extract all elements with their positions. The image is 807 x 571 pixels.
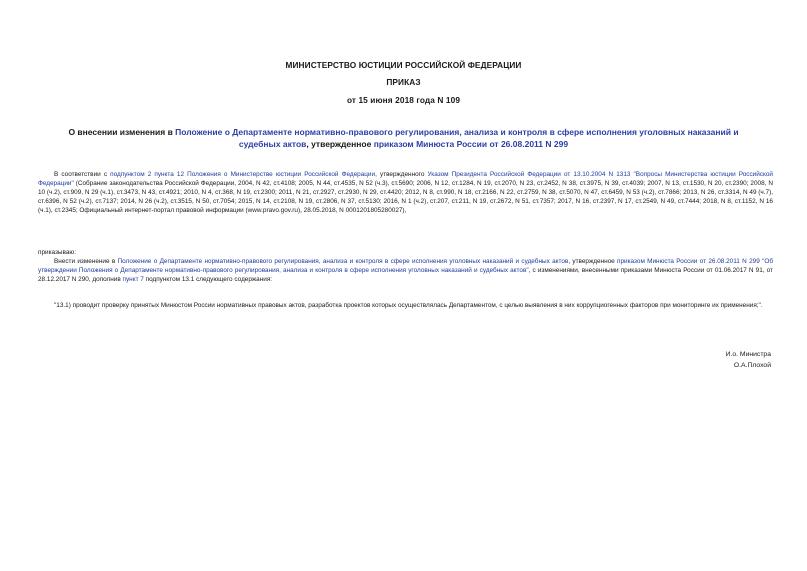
- order-heading: ПРИКАЗ: [386, 77, 421, 87]
- p1-link-presidential-decree[interactable]: Указом Президента Российской Федерации от 13.10.2004 N 1313 "Вопросы Министерства юстиции Российской Федерации": [38, 171, 773, 188]
- p1-text-3: (Собрание законодательства Российской Федерации, 2004, N 42, ст.4108; 2005, N 44, ст.4535, N 52 (ч.3), ст.5690; 2006, N 12, ст.1284, N 19, ст.2070, N 23, ст.2452, N 38, ст.3975, N 39, ст.4039; 2007, N 13, ст.1530, N 20, ст.2390; 2008, N 10 (ч.2), ст.909, N 29 (ч.1), ст.3473, N 43, ст.4921; 2010, N 4, ст.368, N 19, ст.2300; 2011, N 21, ст.2927, ст.2930, N 29, ст.4420; 2012, N 8, ст.990, N 18, ст.2166, N 22, ст.2759, N 38, ст.5070, N 47, ст.6459, N 53 (ч.2), ст.7866; 2013, N 26, ст.3314, N 49 (ч.7), ст.6396, N 52 (ч.2), ст.7137; 2014, N 26 (ч.2), ст.3515, N 50, ст.7054; 2015, N 14, ст.2108, N 19, ст.2806, N 37, ст.5130; 2016, N 1 (ч.2), ст.207, ст.211, N 19, ст.2672, N 51, ст.7357; 2017, N 16, ст.2397, N 17, ст.2549, N 49, ст.7444; 2018, N 8, ст.1152, N 16 (ч.1), ст.2345; Официальный интернет-портал правовой информации (www.pravo.gov.ru), 28.05.2018, N 0001201805280027),: [38, 180, 773, 215]
- signature-block: [726, 350, 771, 371]
- title-link-regulation[interactable]: Положение о Департаменте нормативно-правового регулирования, анализа и контроля в сфере исполнения уголовных наказаний и судебных актов: [175, 127, 739, 149]
- paragraph-basis: [38, 170, 773, 215]
- paragraph-subclause-13-1: "13.1) проводит проверку принятых Минюстом России нормативных правовых актов, разработка проектов которых осуществлялась Департаментом, с целью выявления в них коррупциогенных факторов при мониторинге их применения;".: [54, 302, 763, 309]
- paragraph-amendment: [38, 257, 773, 284]
- p3-text-2: , утвержденное: [568, 258, 618, 265]
- title-link-order-299[interactable]: приказом Минюста России от 26.08.2011 N 299: [373, 139, 569, 149]
- title-middle: , утвержденное: [306, 139, 374, 149]
- paragraph-order-word: приказываю:: [38, 249, 76, 256]
- order-date: от 15 июня 2018 года N 109: [346, 95, 461, 105]
- p3-link-order-299[interactable]: приказом Минюста России от 26.08.2011 N 299 "Об утверждении Положения о Департаменте нормативно-правового регулирования, анализа и контроля в сфере исполнения уголовных наказаний и судебных актов": [38, 258, 774, 275]
- p3-text-3: , с изменениями, внесенными приказами Минюста России от 01.06.2017 N 91, от 28.12.2017 N 290, дополнив: [38, 267, 773, 284]
- document-title: [50, 126, 757, 150]
- signature-position: И.о. Министра: [725, 351, 771, 358]
- p3-text-1: Внести изменение в: [54, 258, 118, 265]
- p1-link-ministry-regulation[interactable]: подпунктом 2 пункта 12 Положения о Министерстве юстиции Российской Федерации: [110, 171, 376, 178]
- p1-text-1: В соответствии с: [54, 171, 111, 178]
- p3-link-clause-7[interactable]: пункт 7: [122, 276, 144, 284]
- p1-text-2: , утвержденного: [375, 171, 428, 178]
- p3-text-4: подпунктом 13.1 следующего содержания:: [143, 276, 273, 284]
- title-prefix: О внесении изменения в: [68, 127, 176, 137]
- signature-name: О.А.Плохой: [733, 361, 771, 369]
- ministry-heading: МИНИСТЕРСТВО ЮСТИЦИИ РОССИЙСКОЙ ФЕДЕРАЦИИ: [285, 60, 522, 70]
- p3-link-regulation[interactable]: Положение о Департаменте нормативно-правового регулирования, анализа и контроля в сфере исполнения уголовных наказаний и судебных актов: [117, 258, 569, 265]
